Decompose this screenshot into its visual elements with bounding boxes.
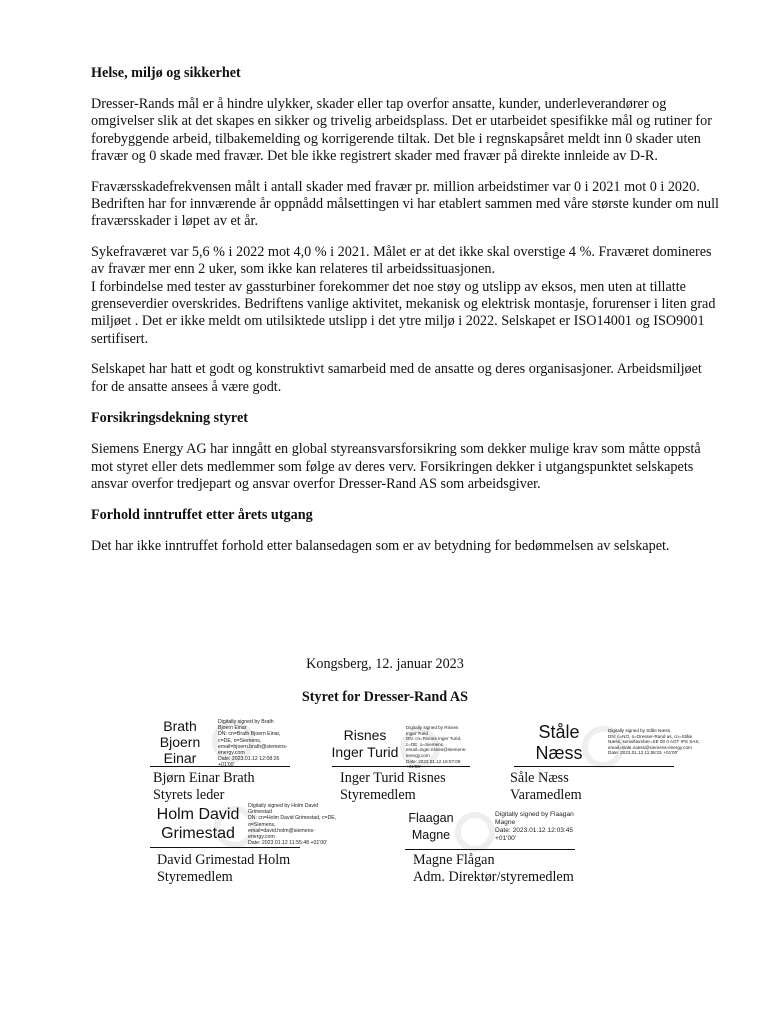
paragraph-post-events: Det har ikke inntruffet forhold etter balansedagen som er av betydning for bedømmelsen av selskapet. [91,538,670,555]
signature-certificate-details: Digitally signed by Risnes Inger Turid DN: cn=Risnes Inger Turid, c=DE, o=Siemens, email=inger.risnes@siemens-energy.com Date: 2023.01.12 16:07:09 [406,725,467,764]
signer-name: Inger Turid Risnes [340,770,446,786]
signer-role: Varamedlem [510,787,582,803]
signature-name-large: Risnes Inger Turid [331,727,399,760]
section-heading-post-events: Forhold inntruffet etter årets utgang [91,507,313,524]
signature-naess [514,720,706,768]
signer-role: Styrets leder [153,787,225,803]
signer-risnes [340,770,446,804]
place-and-date: Kongsberg, 12. januar 2023 [306,656,464,672]
signer-name: David Grimestad Holm [157,852,291,868]
signature-certificate-details: Digitally signed by Holm David Grimestad DN: cn=Holm David Grimestad, c=DE, o=Siemens, email=david.holm@siemens-energy.com Date: 2023.01.12 11:55:48 +01'00' [248,803,337,847]
signer-role: Adm. Direktør/styremedlem [413,869,574,885]
signature-line [405,849,575,850]
signature-risnes [326,724,470,768]
signature-brath [150,716,290,766]
document-body [91,64,721,569]
paragraph-insurance: Siemens Energy AG har inngått en global styreansvarsforsikring som dekker mulige krav som måtte oppstå mot styret eller dets medlemmer som følge av deres verv. Forsikringen dekker i utgangspunktet selskapets ansvar overfor tredjepart og ansvar overfor Dresser-Rand AS som arbeidsgiver. [91,441,701,492]
signature-name-large: Flaagan Magne [408,811,454,842]
signature-holm [150,802,342,848]
signature-certificate-details: Digitally signed by Ståle Næss DN: c=NO, o=Dresser-Rand as, cn=Ståle Næss, serialNumber=SE 00 0 AGT IPS SAS, email=stale.naess@siemens-energy.com Date: 2023.01.12 11:58:01 +01'00' [608,728,700,756]
paragraph-hms-goals: Dresser-Rands mål er å hindre ulykker, skader eller tap overfor ansatte, kunder, underleverandører og omgivelser slik at det skapes en sikker og trivelig arbeidsplass. Det er utarbeidet spesifikke mål og rutiner for forebyggende arbeid, tilbakemelding og korrigerende tiltak. Det ble i regnskapsåret meldt inn 0 skader uten fravær og 0 skade med fravær. Det ble ikke registrert skader med fravær på direkte innleide av D-R. [91,96,712,165]
paragraph-environment: I forbindelse med tester av gassturbiner forekommer det noe støy og utslipp av eksos, men uten at tillatte grenseverdier overskrides. Bedriftens vanlige aktivitet, mekanisk og elektrisk montasje, forurenser i liten grad miljøet . Det er ikke meldt om utilsiktede utslipp i det ytre miljø i 2022. Selskapet er ISO14001 og ISO9001 sertifisert. [91,278,716,347]
section-heading-insurance: Forsikringsdekning styret [91,410,248,427]
paragraph-sick-leave: Sykefraværet var 5,6 % i 2022 mot 4,0 % i 2021. Målet er at det ikke skal overstige 4 %. Fraværet domineres av fravær mer enn 2 uker, som ikke kan relateres til arbeidssituasjonen. [91,243,712,278]
signer-name: Såle Næss [510,770,569,786]
signature-name-large: Ståle Næss [535,722,583,763]
signer-name: Bjørn Einar Brath [153,770,255,786]
signer-brath [153,770,255,804]
signer-role: Styremedlem [157,869,233,885]
signature-certificate-details: Digitally signed by Brath Bjoern Einar DN: cn=Brath Bjoern Einar, c=DE, o=Siemens, email=bjoern.brath@siemens-energy.com Date: 2023.01.12 12:08:26 [218,719,288,763]
board-title: Styret for Dresser-Rand AS [301,689,469,705]
signature-line [332,766,470,767]
signature-certificate-details: Digitally signed by Flaagan Magne Date: 2023.01.12 12:03:45 +01'00' [495,811,574,842]
section-heading-hms: Helse, miljø og sikkerhet [91,65,241,81]
signature-flaagan [403,808,583,850]
signer-naess [510,770,582,804]
signer-holm [157,852,290,886]
paragraph-injury-frequency: Fraværsskadefrekvensen målt i antall skader med fravær pr. million arbeidstimer var 0 i 2021 mot 0 i 2020. Bedriften har for innværende år oppnådd målsettingen vi har etablert sammen med våre største kunder om null fraværsskader i løpet av et år. [91,178,719,230]
signature-watermark [455,812,495,852]
signature-line [514,766,674,767]
signer-name: Magne Flågan [413,852,495,868]
signature-name-large: Holm David Grimestad [156,806,240,842]
signer-role: Styremedlem [340,787,416,803]
paragraph-work-environment: Selskapet har hatt et godt og konstruktivt samarbeid med de ansatte og deres organisasjoner. Arbeidsmiljøet for de ansatte ansees å være godt. [91,361,702,395]
signature-name-large: Brath Bjoern Einar [159,718,201,766]
signature-line [150,847,300,848]
signer-flaagan [413,852,574,886]
signature-line [150,766,290,767]
